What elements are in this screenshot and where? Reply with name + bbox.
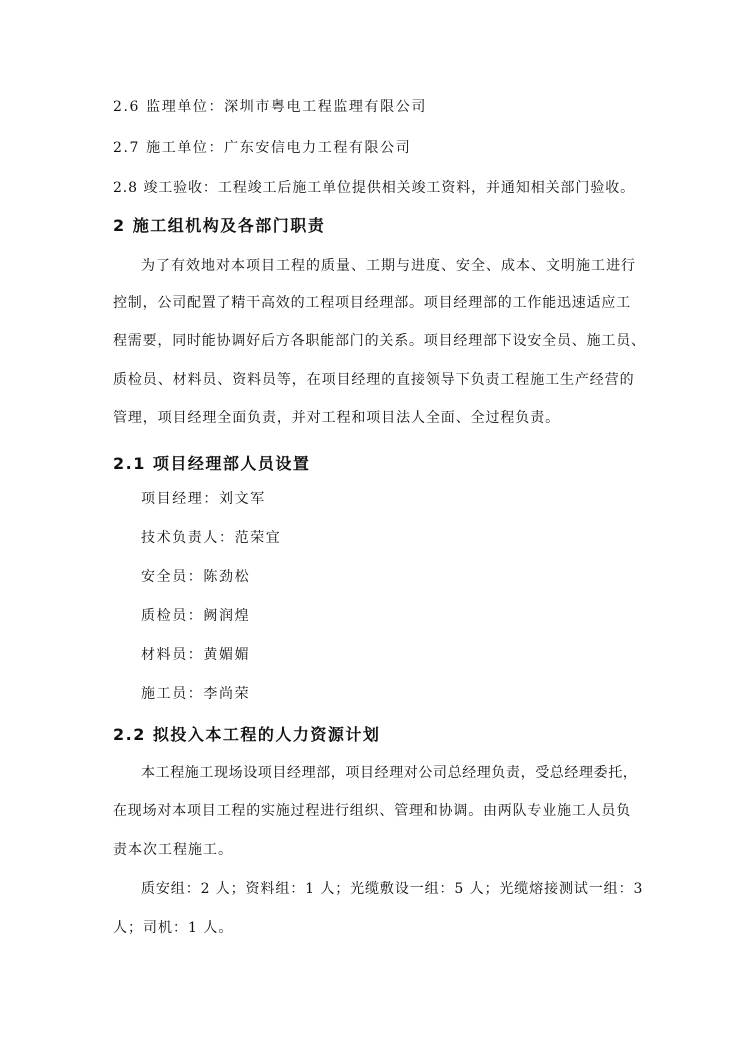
item-value: 深圳市粤电工程监理有限公司: [224, 99, 427, 115]
section-2-2-paragraph-line: 在现场对本项目工程的实施过程进行组织、管理和协调。由两队专业施工人员负: [113, 803, 631, 819]
staff-name: 黄媚媚: [203, 647, 251, 663]
staff-item-site-engineer: [141, 683, 250, 703]
staff-role: 安全员：: [141, 569, 204, 585]
item-supervision-unit: [113, 96, 427, 116]
staff-role: 施工员：: [141, 686, 204, 702]
staff-name: 阙润煌: [203, 608, 251, 624]
section-2-2-title: 2.2 拟投入本工程的人力资源计划: [113, 725, 381, 744]
item-value: 广东安信电力工程有限公司: [224, 140, 412, 156]
section-2-1-title: 2.1 项目经理部人员设置: [113, 454, 311, 473]
item-label: 2.8 竣工验收：: [113, 180, 218, 196]
staff-item-project-manager: [141, 488, 266, 508]
section-2-paragraph-line: 管理，项目经理全面负责，并对工程和项目法人全面、全过程负责。: [113, 410, 560, 426]
section-2-2-paragraph-line: 本工程施工现场设项目经理部，项目经理对公司总经理负责，受总经理委托，: [141, 765, 638, 781]
section-2-title: 2 施工组机构及各部门职责: [113, 216, 326, 235]
section-2-paragraph-line: 为了有效地对本项目工程的质量、工期与进度、安全、成本、文明施工进行: [141, 258, 636, 274]
item-value: 工程竣工后施工单位提供相关竣工资料，并通知相关部门验收。: [217, 180, 636, 196]
team-composition-line: 人；司机：1 人。: [113, 920, 234, 936]
item-label: 2.7 施工单位：: [113, 140, 225, 156]
staff-name: 范荣宜: [234, 530, 282, 546]
item-construction-unit: [113, 137, 411, 157]
section-2-2-paragraph-line: 责本次工程施工。: [113, 842, 233, 858]
staff-role: 材料员：: [141, 647, 204, 663]
item-label: 2.6 监理单位：: [113, 99, 225, 115]
staff-role: 技术负责人：: [141, 530, 235, 546]
staff-name: 刘文军: [219, 491, 266, 507]
staff-item-technical-lead: [141, 527, 281, 547]
staff-item-materials-officer: [141, 644, 250, 664]
section-2-paragraph-line: 程需要，同时能协调好后方各职能部门的关系。项目经理部下设安全员、施工员、: [113, 333, 646, 349]
section-2-paragraph-line: 质检员、材料员、资料员等，在项目经理的直接领导下负责工程施工生产经营的: [113, 372, 635, 388]
section-2-paragraph-line: 控制，公司配置了精干高效的工程项目经理部。项目经理部的工作能迅速适应工: [113, 295, 631, 311]
team-composition-line: 质安组：2 人；资料组：1 人；光缆敷设一组：5 人；光缆熔接测试一组：3: [141, 881, 644, 897]
staff-role: 项目经理：: [141, 491, 219, 507]
staff-name: 李尚荣: [203, 686, 251, 702]
staff-name: 陈劲松: [203, 569, 251, 585]
item-completion-acceptance: [113, 177, 635, 197]
staff-role: 质检员：: [141, 608, 204, 624]
staff-item-quality-inspector: [141, 605, 250, 625]
staff-item-safety-officer: [141, 566, 250, 586]
